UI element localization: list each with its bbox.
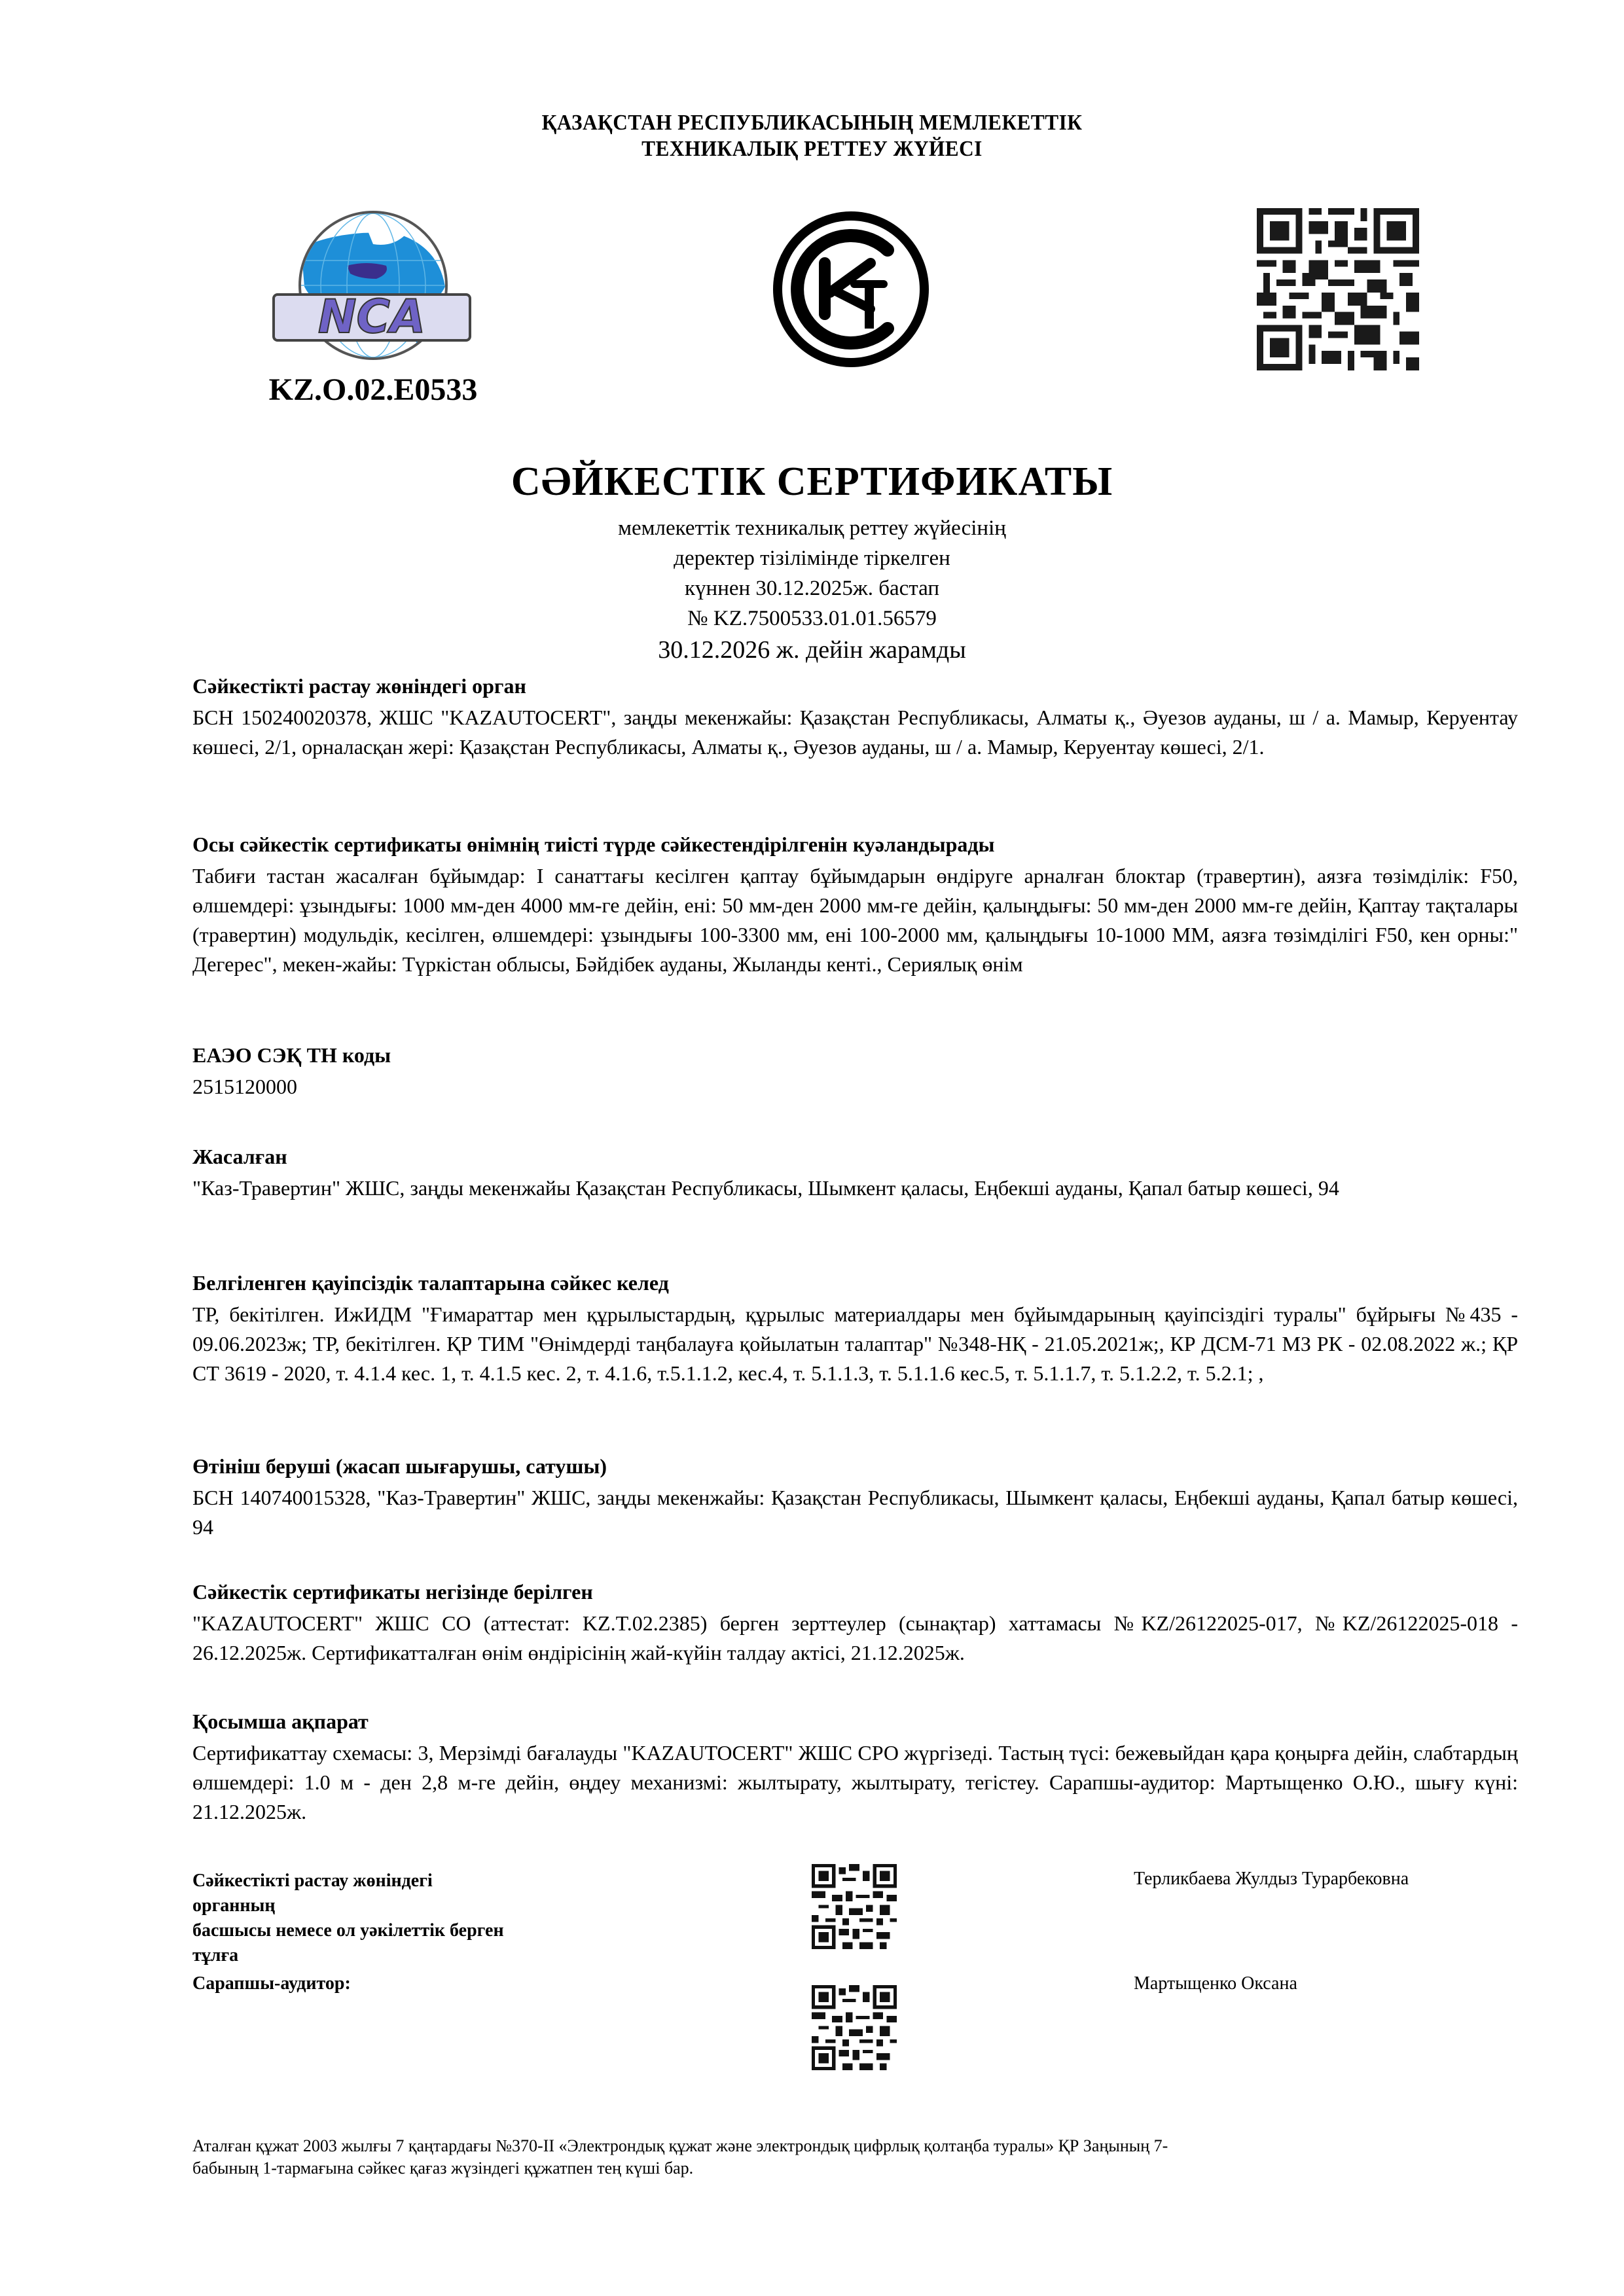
nca-globe-logo-icon <box>268 208 475 365</box>
section-safety-requirements <box>192 1268 1518 1388</box>
section-heading: ЕАЭО СЭҚ ТН коды <box>192 1043 391 1067</box>
signature-qr-code-icon[interactable] <box>812 1985 897 2070</box>
section-body: 2515120000 <box>192 1075 297 1098</box>
section-applicant <box>192 1452 1518 1542</box>
section-manufacturer <box>192 1142 1518 1203</box>
signatory-name-auditor: Мартыщенко Оксана <box>1134 1973 1297 1994</box>
section-additional-info <box>192 1707 1518 1827</box>
section-body: БСН 150240020378, ЖШС "KAZAUTOCERT", заңды мекенжайы: Қазақстан Республикасы, Алматы қ., Әуезов ауданы, ш / а. Мамыр, Керуентау көшесі, 2/1, орналасқан жері: Қазақстан Республикасы, Алматы қ., Әуезов ауданы, ш / а. Мамыр, Керуентау көшесі, 2/1. <box>192 706 1518 759</box>
registration-date: күннен 30.12.2025ж. бастап <box>685 577 939 600</box>
registration-info <box>0 513 1624 666</box>
certificate-title: СӘЙКЕСТІК СЕРТИФИКАТЫ <box>511 459 1113 504</box>
registration-line-2: деректер тізілімінде тіркелген <box>674 547 950 570</box>
signature-qr-code-icon[interactable] <box>812 1864 897 1949</box>
section-hs-code <box>192 1041 1518 1102</box>
header-line-1: ҚАЗАҚСТАН РЕСПУБЛИКАСЫНЫҢ МЕМЛЕКЕТТІК <box>541 111 1083 135</box>
section-heading: Жасалған <box>192 1145 287 1168</box>
section-body: ТР, бекітілген. ИжИДМ "Ғимараттар мен құрылыстардың, құрылыс материалдары мен бұйымдарының қауіпсіздігі туралы" бұйрығы №435 - 09.06.2023ж; ТР, бекітілген. ҚР ТИМ "Өнімдерді таңбалауға қойылатын талаптар" №348-НҚ - 21.05.2021ж;, КР ДСМ-71 МЗ РК - 02.08.2022 ж.; ҚР СТ 3619 - 2020, т. 4.1.4 кес. 1, т. 4.1.5 кес. 2, т. 4.1.6, т.5.1.1.2, кес.4, т. 5.1.1.3, т. 5.1.1.6 кес.5, т. 5.1.1.7, т. 5.1.2.2, т. 5.2.1; , <box>192 1302 1518 1385</box>
accreditation-code: KZ.O.02.E0533 <box>268 372 478 407</box>
government-header <box>65 110 1559 162</box>
section-body: БСН 140740015328, "Каз-Травертин" ЖШС, заңды мекенжайы: Қазақстан Республикасы, Шымкент қаласы, Еңбекші ауданы, Қапал батыр көшесі, 94 <box>192 1486 1518 1539</box>
signatory-role-head: Сәйкестікті растау жөніндегі органның басшысы немесе ол уәкілеттік берген тұлға <box>192 1871 504 1965</box>
section-heading: Сәйкестік сертификаты негізінде берілген <box>192 1580 593 1604</box>
qr-code-icon[interactable] <box>1257 208 1419 370</box>
section-heading: Белгіленген қауіпсіздік талаптарына сәйкес келед <box>192 1271 669 1295</box>
svg-text:NCA: NCA <box>317 290 426 344</box>
section-body: "Каз-Травертин" ЖШС, заңды мекенжайы Қазақстан Республикасы, Шымкент қаласы, Еңбекші ауданы, Қапал батыр көшесі, 94 <box>192 1176 1339 1200</box>
registration-line-1: мемлекеттік техникалық реттеу жүйесінің <box>618 516 1006 540</box>
footer-line-2: бабының 1-тармағына сәйкес қағаз жүзіндегі құжатпен тең күші бар. <box>192 2159 694 2178</box>
section-body: "KAZAUTOCERT" ЖШС СО (аттестат: KZ.T.02.2385) берген зерттеулер (сынақтар) хаттамасы №KZ/26122025-017, №KZ/26122025-018 - 26.12.2025ж. Сертификатталған өнім өндірісінің жай-күйін талдау актісі, 21.12.2025ж. <box>192 1611 1518 1664</box>
section-heading: Қосымша ақпарат <box>192 1710 369 1733</box>
section-certification-body <box>192 672 1518 762</box>
header-line-2: ТЕХНИКАЛЫҚ РЕТТЕУ ЖҮЙЕСІ <box>641 137 983 161</box>
section-body: Табиғи тастан жасалған бұйымдар: I санаттағы кесілген қаптау бұйымдарын өндіруге арналған блоктар (травертин), аязға төзімділік: F50, өлшемдері: ұзындығы: 1000 мм-ден 4000 мм-ге дейін, ені: 50 мм-ден 2000 мм-ге дейін, қалыңдығы: 50 мм-ден 2000 мм-ге дейін, Қаптау тақталары (травертин) модульдік, кесілген, өлшемдері: ұзындығы 100-3300 мм, ені 100-2000 мм, қалыңдығы 10-1000 ММ, аязға төзімділігі F50, кен орны:" Дегерес", мекен-жайы: Түркістан облысы, Бәйдібек ауданы, Жыланды кенті., Сериялық өнім <box>192 864 1518 976</box>
certificate-number: № KZ.7500533.01.01.56579 <box>687 607 937 630</box>
section-heading: Осы сәйкестік сертификаты өнімнің тиісті түрде сәйкестендірілгенін куәландырады <box>192 833 995 856</box>
validity-date: 30.12.2026 ж. дейін жарамды <box>658 636 966 664</box>
signatory-role-auditor: Сарапшы-аудитор: <box>192 1973 351 1994</box>
section-basis <box>192 1577 1518 1668</box>
signatory-name-head: Терликбаева Жулдыз Турарбековна <box>1134 1869 1409 1889</box>
footer-line-1: Аталған құжат 2003 жылғы 7 қаңтардағы №370-II «Электрондық құжат және электрондық цифрлық қолтаңба туралы» ҚР Заңының 7- <box>192 2136 1168 2155</box>
section-heading: Өтініш беруші (жасап шығарушы, сатушы) <box>192 1454 607 1478</box>
section-body: Сертификаттау схемасы: 3, Мерзімді бағалауды "KAZAUTOCERT" ЖШС СРО жүргізеді. Тастың түсі: бежевыйдан қара қоңырға дейін, слабтардың өлшемдері: 1.0 м - ден 2,8 м-ге дейін, өңдеу механизмі: жылтырату, жылтырату, тегістеу. Сарапшы-аудитор: Мартыщенко О.Ю., шығу күні: 21.12.2025ж. <box>192 1741 1518 1823</box>
section-product <box>192 830 1518 979</box>
section-heading: Сәйкестікті растау жөніндегі орган <box>192 674 526 698</box>
legal-footer-note <box>192 2135 1469 2179</box>
kt-conformity-mark-icon <box>772 211 929 368</box>
